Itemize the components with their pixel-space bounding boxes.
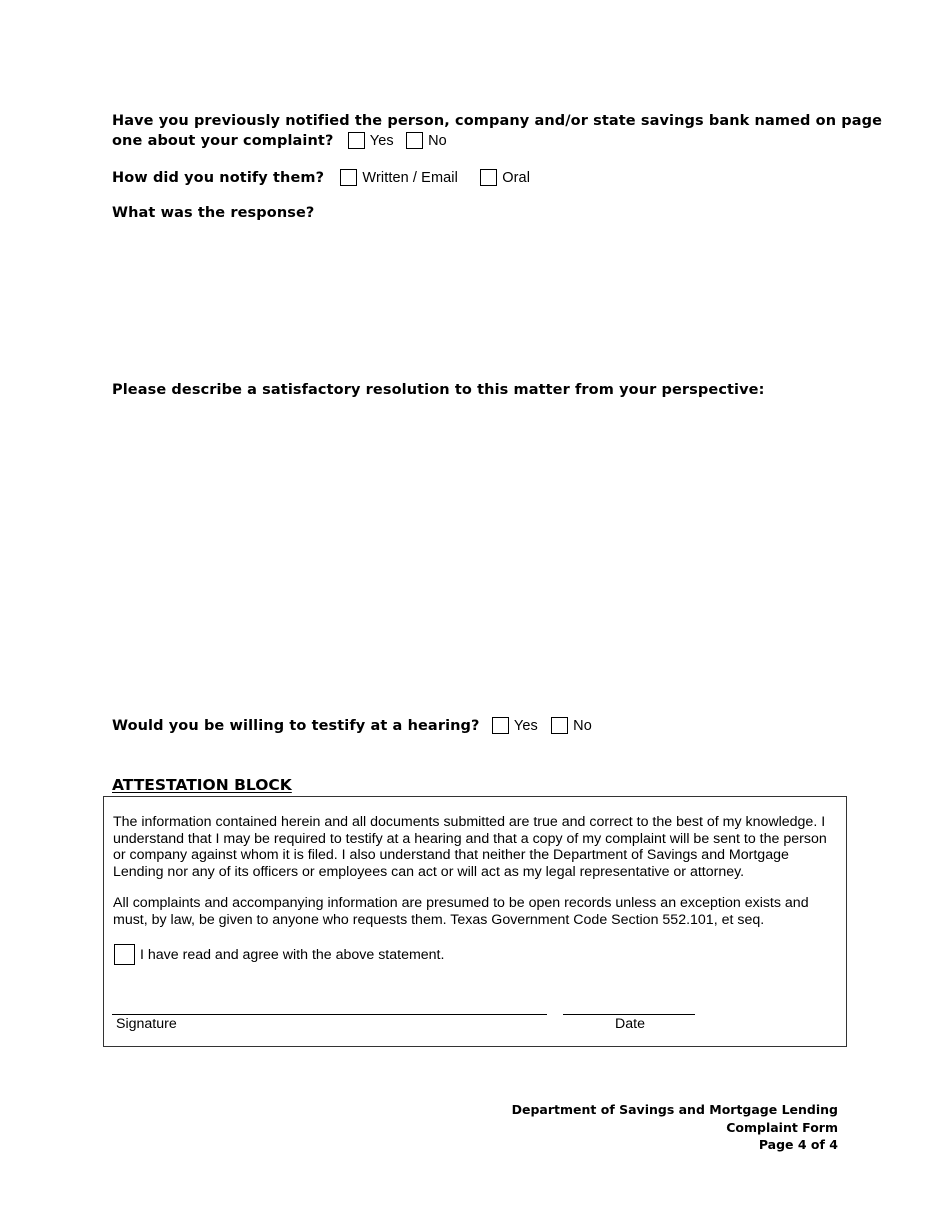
notified-no-checkbox[interactable] [406, 132, 423, 149]
how-notified-label: How did you notify them? [112, 170, 325, 186]
testify-yes-checkbox[interactable] [492, 717, 509, 734]
question-how-notified [112, 169, 530, 186]
question-text-line1: Have you previously notified the person, company and/or state savings bank named on page [112, 113, 883, 129]
page-footer [512, 1101, 838, 1154]
signature-line[interactable] [112, 1014, 547, 1015]
oral-checkbox[interactable] [480, 169, 497, 186]
resolution-label: Please describe a satisfactory resolution to this matter from your perspective: [112, 382, 765, 398]
agree-label: I have read and agree with the above statement. [140, 947, 445, 963]
testify-yes-label: Yes [513, 718, 538, 734]
signature-label: Signature [116, 1016, 177, 1032]
attestation-block [103, 796, 847, 1047]
date-line[interactable] [563, 1014, 695, 1015]
question-previously-notified [112, 113, 882, 149]
response-answer-area[interactable] [112, 226, 838, 366]
attestation-paragraph-2: All complaints and accompanying information are presumed to be open records unless an exception exists and must, by law, be given to anyone who requests them. Texas Government Code Section 552.101, et seq. [113, 895, 809, 928]
agree-checkbox[interactable] [114, 944, 135, 965]
notified-yes-checkbox[interactable] [348, 132, 365, 149]
question-text-line2: one about your complaint? [112, 133, 334, 149]
testify-label: Would you be willing to testify at a hearing? [112, 718, 480, 734]
written-email-label: Written / Email [362, 170, 458, 186]
written-email-checkbox[interactable] [340, 169, 357, 186]
testify-no-checkbox[interactable] [551, 717, 568, 734]
agree-row [114, 944, 444, 965]
notified-no-label: No [428, 133, 447, 149]
oral-label: Oral [502, 170, 531, 186]
testify-no-label: No [573, 718, 592, 734]
footer-department: Department of Savings and Mortgage Lending [511, 1102, 838, 1117]
attestation-heading: ATTESTATION BLOCK [112, 776, 292, 794]
response-label: What was the response? [112, 205, 315, 221]
question-testify [112, 717, 592, 734]
attestation-paragraph-1: The information contained herein and all documents submitted are true and correct to the best of my knowledge. I understand that I may be required to testify at a hearing and that a copy of my complaint will be sent to the person or company against whom it is filed. I also understand that neither the Department of Savings and Mortgage Lending nor any of its officers or employees can act or will act as my legal representative or attorney. [113, 814, 827, 880]
date-label: Date [615, 1016, 645, 1032]
footer-page-number: Page 4 of 4 [758, 1137, 838, 1152]
footer-form-name: Complaint Form [726, 1119, 838, 1135]
resolution-answer-area[interactable] [112, 404, 838, 694]
notified-yes-label: Yes [369, 133, 394, 149]
